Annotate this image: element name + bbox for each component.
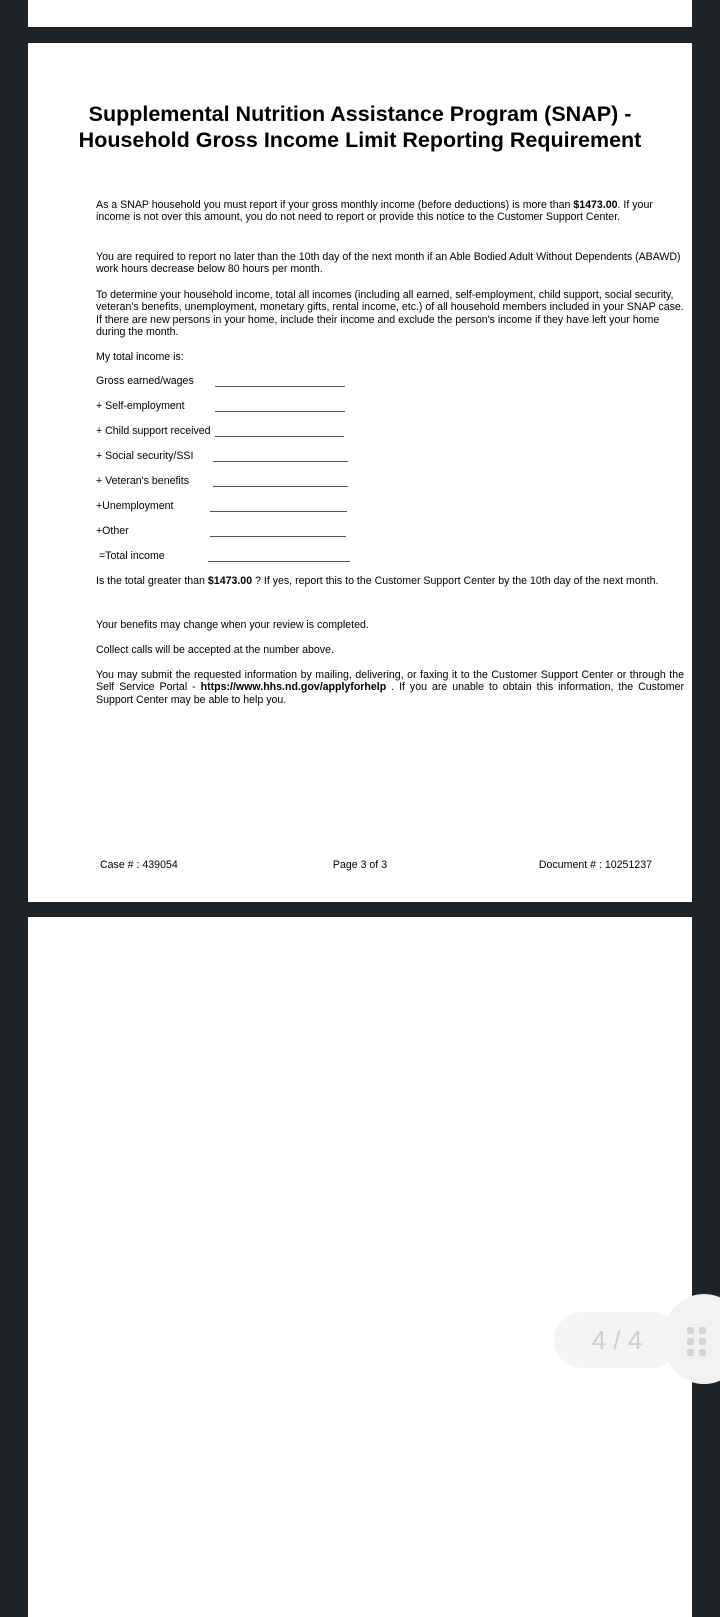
income-blank-line — [210, 511, 347, 512]
intro-text-after: . If your income is not over this amount, you do not need to report or provide this notice to the Customer Support Center. — [96, 199, 653, 224]
intro-text-before: As a SNAP household you must report if your gross monthly income (before deductions) is more than — [96, 199, 574, 211]
submit-paragraph — [96, 669, 684, 706]
income-limit-amount: $1473.00 — [573, 199, 618, 211]
income-label: + Social security/SSI — [96, 450, 194, 462]
question-amount: $1473.00 — [207, 575, 253, 587]
income-label: + Veteran's benefits — [96, 475, 190, 487]
income-label: + Child support received — [96, 425, 211, 437]
document-page-4 — [28, 917, 692, 1617]
page-indicator: 4 / 4 — [554, 1312, 680, 1368]
abawd-paragraph: You are required to report no later than the 10th day of the next month if an Able Bodied Adult Without Dependents (ABAWD) work hours decrease below 80 hours per month. — [96, 251, 681, 276]
income-label: +Other — [96, 525, 129, 537]
income-blank-line — [208, 561, 350, 562]
total-question-paragraph — [96, 575, 684, 587]
footer-case-number: Case # : 439054 — [100, 859, 178, 871]
income-blank-line — [213, 461, 348, 462]
footer-document-number: Document # : 10251237 — [538, 859, 652, 871]
income-blank-line — [215, 436, 344, 437]
income-blank-line — [213, 486, 348, 487]
determine-income-paragraph: To determine your household income, total all incomes (including all earned, self-employment, child support, social security, veteran's benefits, unemployment, monetary gifts, rental income, etc.) of all household members included in your SNAP case. If there are new persons in your home, include their income and exclude the person's income if they have left your home during the month. — [96, 289, 684, 339]
self-service-portal-link[interactable]: https://www.hhs.nd.gov/applyforhelp — [200, 681, 387, 694]
question-text-after: ? If yes, report this to the Customer Support Center by the 10th day of the next month. — [252, 575, 659, 587]
income-label: Gross earned/wages — [96, 375, 194, 387]
income-blank-line — [215, 411, 345, 412]
previous-page-bottom — [28, 0, 692, 27]
collect-calls-paragraph: Collect calls will be accepted at the number above. — [96, 644, 334, 656]
document-page-3 — [28, 43, 692, 902]
intro-paragraph — [96, 199, 684, 224]
income-label: +Unemployment — [96, 500, 174, 512]
submit-text-before: You may submit the requested information by mailing, delivering, or faxing it to the Customer Support Center or through the Self Service Portal - — [96, 669, 684, 694]
benefits-paragraph: Your benefits may change when your review is completed. — [96, 619, 369, 631]
document-title: Supplemental Nutrition Assistance Program (SNAP) - Household Gross Income Limit Reporting Requirement — [78, 102, 642, 152]
income-blank-line — [210, 536, 346, 537]
income-label: + Self-employment — [96, 400, 185, 412]
submit-text-after: . If you are unable to obtain this information, the Customer Support Center may be able to help you. — [96, 681, 684, 706]
total-income-heading: My total income is: — [96, 351, 184, 363]
question-text-before: Is the total greater than — [96, 575, 208, 587]
footer-page-number: Page 3 of 3 — [332, 859, 388, 871]
income-label: =Total income — [99, 550, 165, 562]
income-blank-line — [215, 386, 345, 387]
